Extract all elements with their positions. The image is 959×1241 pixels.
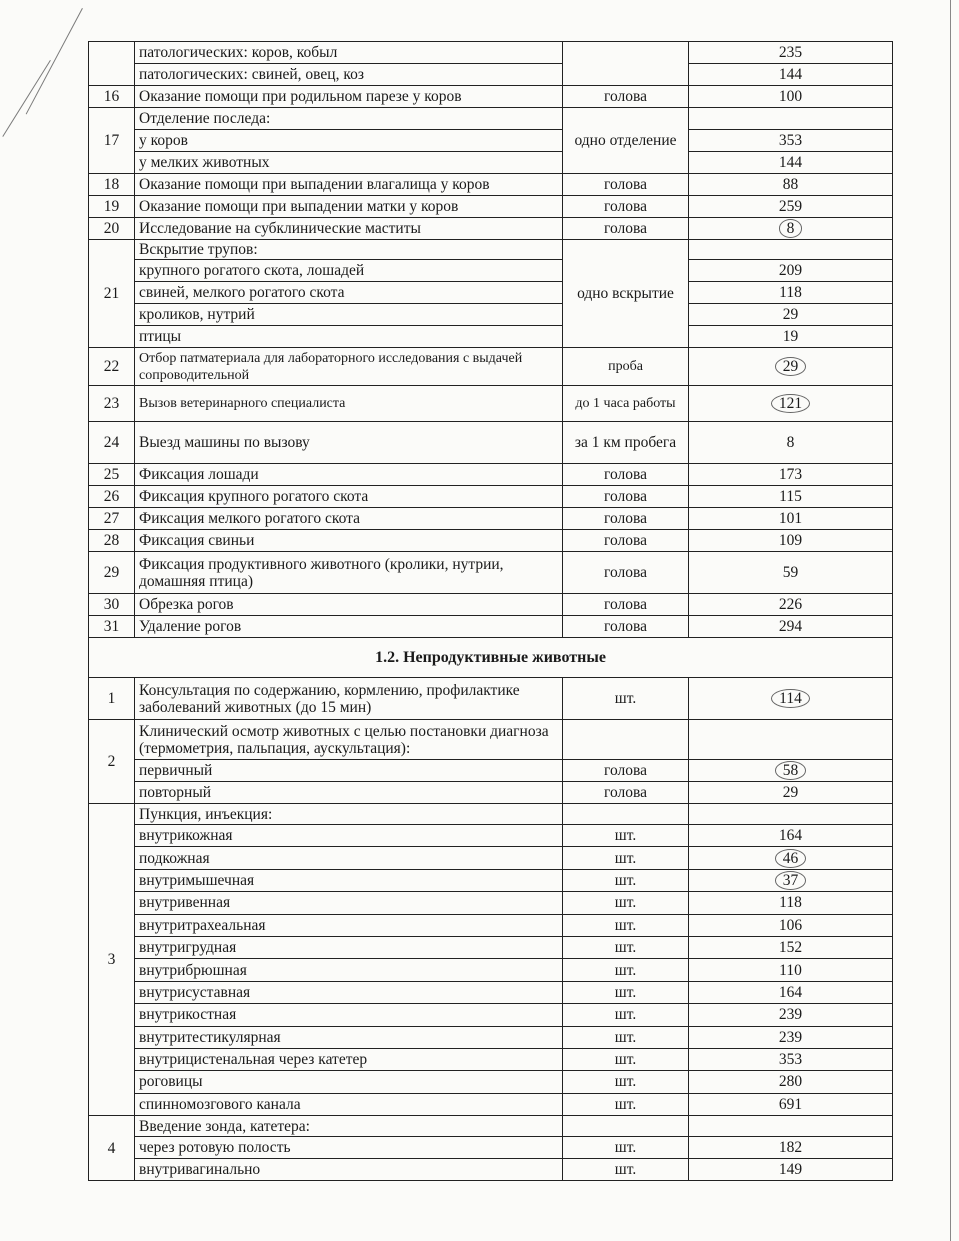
unit-cell: проба xyxy=(563,348,689,386)
unit-cell: одно отделение xyxy=(563,108,689,174)
service-subitem: внутритестикулярная xyxy=(135,1026,563,1048)
table-row xyxy=(89,782,893,804)
table-row xyxy=(89,847,893,869)
service-subitem: внутрибрюшная xyxy=(135,959,563,981)
price-cell xyxy=(689,804,893,825)
circled-price: 29 xyxy=(775,357,807,376)
row-number: 23 xyxy=(89,386,135,422)
price-cell: 118 xyxy=(689,282,893,304)
service-subitem: у мелких животных xyxy=(135,152,563,174)
price-cell xyxy=(689,386,893,422)
table-row xyxy=(89,108,893,130)
table-row xyxy=(89,86,893,108)
price-cell: 173 xyxy=(689,464,893,486)
row-number: 3 xyxy=(89,804,135,1116)
price-cell: 280 xyxy=(689,1071,893,1093)
service-name: Фиксация свиньи xyxy=(135,530,563,552)
unit-cell: шт. xyxy=(563,981,689,1003)
table-row xyxy=(89,304,893,326)
row-number: 21 xyxy=(89,240,135,348)
unit-cell: голова xyxy=(563,508,689,530)
row-number: 16 xyxy=(89,86,135,108)
price-cell: 88 xyxy=(689,174,893,196)
price-cell: 353 xyxy=(689,130,893,152)
table-row xyxy=(89,594,893,616)
service-name: Вскрытие трупов: xyxy=(135,240,563,260)
table-row xyxy=(89,486,893,508)
price-cell: 149 xyxy=(689,1159,893,1181)
unit-cell: шт. xyxy=(563,825,689,847)
service-subitem: внутрикостная xyxy=(135,1004,563,1026)
unit-cell: шт. xyxy=(563,869,689,891)
row-number: 29 xyxy=(89,552,135,594)
unit-cell: шт. xyxy=(563,1159,689,1181)
table-row xyxy=(89,869,893,891)
price-cell xyxy=(689,240,893,260)
table-row xyxy=(89,892,893,914)
unit-cell: шт. xyxy=(563,1137,689,1159)
section-header-row xyxy=(89,638,893,678)
service-subitem: внутрисуставная xyxy=(135,981,563,1003)
unit-cell: шт. xyxy=(563,1093,689,1115)
service-subitem: подкожная xyxy=(135,847,563,869)
service-name: Фиксация мелкого рогатого скота xyxy=(135,508,563,530)
price-cell: 29 xyxy=(689,304,893,326)
table-row xyxy=(89,1026,893,1048)
service-name: Удаление рогов xyxy=(135,616,563,638)
unit-cell: шт. xyxy=(563,847,689,869)
service-name: Оказание помощи при родильном парезе у коров xyxy=(135,86,563,108)
table-row xyxy=(89,240,893,260)
service-name: Оказание помощи при выпадении матки у коров xyxy=(135,196,563,218)
table-row xyxy=(89,530,893,552)
price-cell: 691 xyxy=(689,1093,893,1115)
unit-cell: голова xyxy=(563,86,689,108)
service-name: патологических: свиней, овец, коз xyxy=(135,64,563,86)
price-cell: 144 xyxy=(689,152,893,174)
circled-price: 8 xyxy=(779,219,803,238)
table-row xyxy=(89,386,893,422)
unit-cell: голова xyxy=(563,486,689,508)
service-subitem: внутритрахеальная xyxy=(135,914,563,936)
price-cell: 115 xyxy=(689,486,893,508)
circled-price: 37 xyxy=(775,871,807,890)
price-cell xyxy=(689,108,893,130)
unit-cell: голова xyxy=(563,552,689,594)
injection-group xyxy=(89,804,893,1116)
table-row xyxy=(89,1071,893,1093)
service-subitem: внутрицистенальная через катетер xyxy=(135,1048,563,1070)
table-row xyxy=(89,720,893,760)
price-cell xyxy=(689,760,893,782)
service-name: Клинический осмотр животных с целью постановки диагноза (термометрия, пальпация, аускультация): xyxy=(135,720,563,760)
price-cell: 226 xyxy=(689,594,893,616)
table-row xyxy=(89,218,893,240)
table-row xyxy=(89,1093,893,1115)
service-subitem: свиней, мелкого рогатого скота xyxy=(135,282,563,304)
price-cell: 106 xyxy=(689,914,893,936)
unit-cell: голова xyxy=(563,530,689,552)
service-name: Выезд машины по вызову xyxy=(135,422,563,464)
price-cell xyxy=(689,847,893,869)
unit-cell: голова xyxy=(563,760,689,782)
service-name: Оказание помощи при выпадении влагалища у коров xyxy=(135,174,563,196)
price-cell: 110 xyxy=(689,959,893,981)
table-row xyxy=(89,152,893,174)
service-name: Обрезка рогов xyxy=(135,594,563,616)
row-number: 27 xyxy=(89,508,135,530)
unit-cell: шт. xyxy=(563,1026,689,1048)
circled-price: 121 xyxy=(771,394,810,413)
table-row xyxy=(89,422,893,464)
service-subitem: кроликов, нутрий xyxy=(135,304,563,326)
table-row xyxy=(89,936,893,958)
service-name: Введение зонда, катетера: xyxy=(135,1116,563,1137)
price-cell xyxy=(689,218,893,240)
price-cell: 164 xyxy=(689,981,893,1003)
row-number: 26 xyxy=(89,486,135,508)
service-name: Фиксация продуктивного животного (кролики, нутрии, домашняя птица) xyxy=(135,552,563,594)
price-cell: 152 xyxy=(689,936,893,958)
service-name: Вызов ветеринарного специалиста xyxy=(135,386,563,422)
price-cell: 8 xyxy=(689,422,893,464)
table-row xyxy=(89,42,893,64)
scan-mark xyxy=(2,60,51,137)
service-subitem: роговицы xyxy=(135,1071,563,1093)
row-number: 19 xyxy=(89,196,135,218)
unit-cell: голова xyxy=(563,594,689,616)
table-row xyxy=(89,464,893,486)
service-subitem: первичный xyxy=(135,760,563,782)
price-cell: 239 xyxy=(689,1004,893,1026)
row-number: 18 xyxy=(89,174,135,196)
unit-cell: одно вскрытие xyxy=(563,240,689,348)
service-name: Отделение последа: xyxy=(135,108,563,130)
service-name: Отбор патматериала для лабораторного исследования с выдачей сопроводительной xyxy=(135,348,563,386)
row-number: 2 xyxy=(89,720,135,804)
price-table xyxy=(88,41,893,1181)
unit-cell: голова xyxy=(563,196,689,218)
service-name: Исследование на субклинические маститы xyxy=(135,218,563,240)
service-subitem: внутривенная xyxy=(135,892,563,914)
price-cell: 239 xyxy=(689,1026,893,1048)
table-row xyxy=(89,1048,893,1070)
unit-cell: голова xyxy=(563,218,689,240)
service-subitem: птицы xyxy=(135,326,563,348)
service-subitem: через ротовую полость xyxy=(135,1137,563,1159)
price-cell xyxy=(689,1116,893,1137)
price-cell: 109 xyxy=(689,530,893,552)
service-name: патологических: коров, кобыл xyxy=(135,42,563,64)
section-title: 1.2. Непродуктивные животные xyxy=(89,638,893,678)
price-cell xyxy=(689,348,893,386)
service-name: Фиксация лошади xyxy=(135,464,563,486)
unit-cell: голова xyxy=(563,616,689,638)
service-name: Консультация по содержанию, кормлению, профилактике заболеваний животных (до 15 мин) xyxy=(135,678,563,720)
price-cell: 353 xyxy=(689,1048,893,1070)
unit-cell: за 1 км пробега xyxy=(563,422,689,464)
unit-cell: голова xyxy=(563,174,689,196)
table-row xyxy=(89,678,893,720)
unit-cell: шт. xyxy=(563,678,689,720)
row-number: 25 xyxy=(89,464,135,486)
table-row xyxy=(89,282,893,304)
scan-mark xyxy=(26,8,83,114)
row-number: 17 xyxy=(89,108,135,174)
row-number: 4 xyxy=(89,1116,135,1181)
price-cell: 29 xyxy=(689,782,893,804)
row-number: 20 xyxy=(89,218,135,240)
unit-cell: до 1 часа работы xyxy=(563,386,689,422)
price-cell: 164 xyxy=(689,825,893,847)
table-row xyxy=(89,804,893,825)
service-subitem: внутривагинально xyxy=(135,1159,563,1181)
table-row xyxy=(89,760,893,782)
row-number: 1 xyxy=(89,678,135,720)
table-row xyxy=(89,260,893,282)
table-row xyxy=(89,981,893,1003)
price-cell: 101 xyxy=(689,508,893,530)
unit-cell: шт. xyxy=(563,936,689,958)
service-subitem: внутрикожная xyxy=(135,825,563,847)
price-cell xyxy=(689,678,893,720)
price-cell xyxy=(689,720,893,760)
table-row xyxy=(89,64,893,86)
price-cell: 59 xyxy=(689,552,893,594)
circled-price: 58 xyxy=(775,761,807,780)
price-cell xyxy=(689,869,893,891)
table-row xyxy=(89,196,893,218)
row-number: 30 xyxy=(89,594,135,616)
service-name: Фиксация крупного рогатого скота xyxy=(135,486,563,508)
price-cell: 294 xyxy=(689,616,893,638)
unit-cell: шт. xyxy=(563,892,689,914)
row-number: 31 xyxy=(89,616,135,638)
price-cell: 118 xyxy=(689,892,893,914)
unit-cell: шт. xyxy=(563,959,689,981)
unit-cell: шт. xyxy=(563,914,689,936)
table-row xyxy=(89,825,893,847)
unit-cell xyxy=(563,42,689,86)
table-row xyxy=(89,1137,893,1159)
table-row xyxy=(89,1004,893,1026)
unit-cell: шт. xyxy=(563,1004,689,1026)
price-cell: 209 xyxy=(689,260,893,282)
table-row xyxy=(89,959,893,981)
unit-cell: голова xyxy=(563,464,689,486)
price-cell: 100 xyxy=(689,86,893,108)
price-cell: 235 xyxy=(689,42,893,64)
service-subitem: крупного рогатого скота, лошадей xyxy=(135,260,563,282)
price-cell: 144 xyxy=(689,64,893,86)
service-subitem: внутригрудная xyxy=(135,936,563,958)
table-row xyxy=(89,130,893,152)
service-name: Пункция, инъекция: xyxy=(135,804,563,825)
table-row xyxy=(89,174,893,196)
circled-price: 46 xyxy=(775,849,807,868)
table-row xyxy=(89,348,893,386)
unit-cell xyxy=(563,804,689,825)
table-row xyxy=(89,1116,893,1137)
unit-cell: шт. xyxy=(563,1048,689,1070)
unit-cell: шт. xyxy=(563,1071,689,1093)
circled-price: 114 xyxy=(771,689,810,708)
table-row xyxy=(89,552,893,594)
unit-cell xyxy=(563,720,689,760)
row-number xyxy=(89,42,135,86)
service-subitem: внутримышечная xyxy=(135,869,563,891)
table-row xyxy=(89,1159,893,1181)
table-row xyxy=(89,914,893,936)
table-row xyxy=(89,508,893,530)
unit-cell xyxy=(563,1116,689,1137)
page-edge xyxy=(950,0,951,1241)
row-number: 22 xyxy=(89,348,135,386)
price-cell: 19 xyxy=(689,326,893,348)
service-subitem: повторный xyxy=(135,782,563,804)
row-number: 24 xyxy=(89,422,135,464)
table-row xyxy=(89,326,893,348)
service-subitem: спинномозгового канала xyxy=(135,1093,563,1115)
service-subitem: у коров xyxy=(135,130,563,152)
row-number: 28 xyxy=(89,530,135,552)
unit-cell: голова xyxy=(563,782,689,804)
table-row xyxy=(89,616,893,638)
price-cell: 182 xyxy=(689,1137,893,1159)
price-cell: 259 xyxy=(689,196,893,218)
